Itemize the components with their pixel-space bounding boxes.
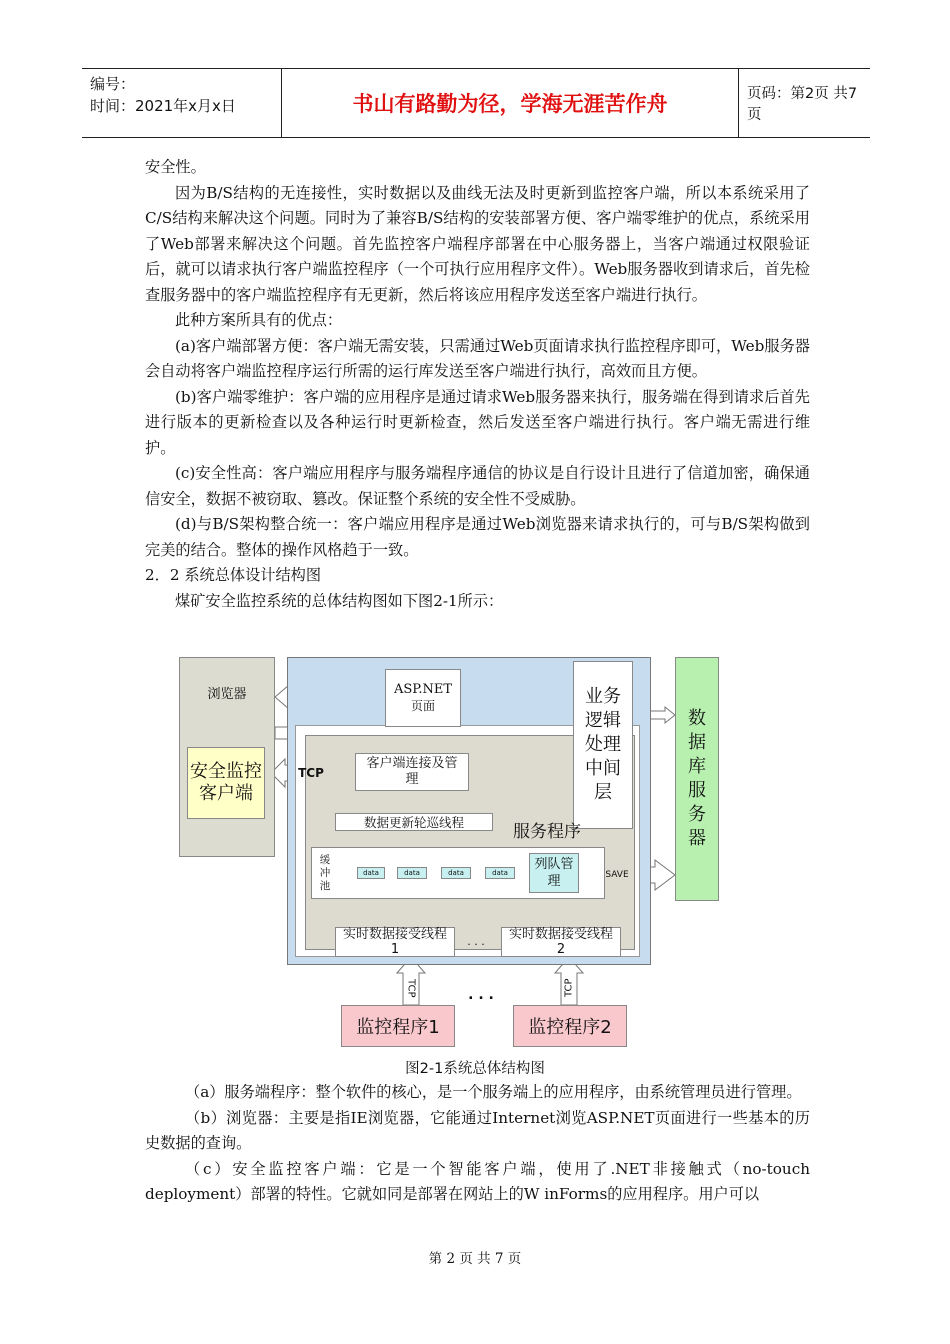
paragraph: (b)客户端零维护：客户端的应用程序是通过请求Web服务器来执行，服务端在得到请求后首先进行版本的更新检查以及各种运行时更新检查，然后发送至客户端进行执行。客户端无需进行维护。 [145,387,810,457]
safety-client-box: 安全监控客户端 [187,747,265,819]
figure-caption: 图2-1系统总体结构图 [405,1061,545,1077]
header-page-info: 页码：第2页 共7页 [747,86,858,123]
paragraph: （b）浏览器：主要是指IE浏览器，它能通过Internet浏览ASP.NET页面进行一些基本的历史数据的查询。 [145,1108,810,1152]
save-label: SAVE [605,870,629,880]
buffer-pool-label: 缓冲池 [319,853,331,892]
monitor-program-2-box: 监控程序2 [513,1005,627,1047]
body-text-top [145,155,810,614]
time-label: 时间：2021年x月x日 [90,97,236,115]
header-meta [82,69,282,137]
monitor-dots: . . . [468,987,494,1003]
paragraph: （c）安全监控客户端：它是一个智能客户端，使用了.NET非接触式（no-touch deployment）部署的特性。它就如同是部署在网站上的W inForms的应用程序。用户可以 [145,1159,810,1203]
body-text-bottom [145,1080,810,1208]
page-header [82,68,870,138]
paragraph: (a)客户端部署方便：客户端无需安装，只需通过Web页面请求执行监控程序即可，Web服务器会自动将客户端监控程序运行所需的运行库发送至客户端进行执行，高效而且方便。 [145,336,810,380]
browser-label: 浏览器 [207,686,247,702]
business-layer-box: 业务逻辑处理中间层 [573,661,633,829]
monitor-program-1-box: 监控程序1 [341,1005,455,1047]
aspnet-label-2: 页面 [410,699,435,713]
tcp-vertical-label-1: TCP [405,978,417,998]
paragraph: 此种方案所具有的优点： [175,311,343,329]
header-motto: 书山有路勤为径，学海无涯苦作舟 [282,69,739,137]
aspnet-label-1: ASP.NET [393,682,453,697]
recv-thread-dots: . . . [467,934,485,948]
section-heading: 2．2 系统总体设计结构图 [145,566,322,584]
tcp-label: TCP [298,766,324,780]
data-block: data [441,867,471,879]
recv-thread-2-box: 实时数据接受线程2 [501,927,621,957]
data-block: data [397,867,427,879]
data-block: data [485,867,515,879]
paragraph: (c)安全性高：客户端应用程序与服务端程序通信的协议是自行设计且进行了信道加密，确保通信安全，数据不被窃取、篡改。保证整个系统的安全性不受威胁。 [145,464,810,508]
data-update-thread-box: 数据更新轮巡线程 [335,813,493,831]
data-block: data [357,867,385,879]
paragraph: 煤矿安全监控系统的总体结构图如下图2-1所示： [175,591,504,610]
system-architecture-diagram [175,655,725,1050]
number-label: 编号： [90,75,136,93]
paragraph: 因为B/S结构的无连接性，实时数据以及曲线无法及时更新到监控客户端，所以本系统采用了C/S结构来解决这个问题。同时为了兼容B/S结构的安装部署方便、客户端零维护的优点，系统采用了Web部署来解决这个问题。首先监控客户端程序部署在中心服务器上，当客户端通过权限验证后，就可以请求执行客户端监控程序（一个可执行应用程序文件）。Web服务器收到请求后，首先检查服务器中的客户端监控程序有无更新，然后将该应用程序发送至客户端进行执行。 [145,183,810,304]
aspnet-page-box [385,669,461,727]
paragraph: (d)与B/S架构整合统一：客户端应用程序是通过Web浏览器来请求执行的，可与B/S架构做到完美的结合。整体的操作风格趋于一致。 [145,515,810,559]
recv-thread-1-box: 实时数据接受线程1 [335,927,455,957]
service-program-label: 服务程序 [513,821,581,842]
paragraph: 安全性。 [145,158,206,176]
queue-management-box: 列队管理 [529,853,579,893]
page-footer: 第 2 页 共 7 页 [428,1251,522,1267]
paragraph: （a）服务端程序：整个软件的核心，是一个服务端上的应用程序，由系统管理员进行管理。 [185,1083,802,1101]
client-connection-box: 客户端连接及管理 [355,753,469,791]
database-server-box: 数据库服务器 [675,657,719,901]
tcp-vertical-label-2: TCP [563,978,575,998]
